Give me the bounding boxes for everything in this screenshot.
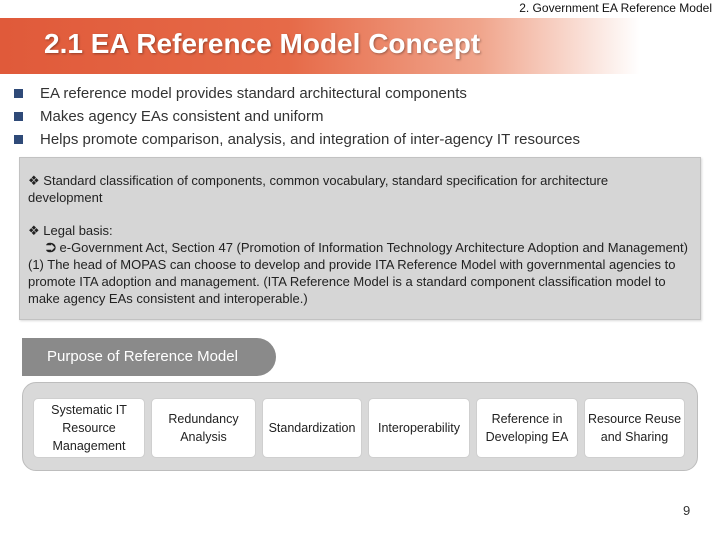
purpose-item-interoperability: Interoperability: [368, 398, 470, 458]
purpose-item-resource-management: Systematic IT Resource Management: [33, 398, 145, 458]
purpose-item-resource-reuse: Resource Reuse and Sharing: [584, 398, 685, 458]
bullet-text: Makes agency EAs consistent and uniform: [40, 108, 324, 125]
legal-basis-label: Legal basis:: [43, 223, 113, 238]
legal-basis-body: [28, 239, 688, 307]
bullet-item: [14, 82, 714, 105]
square-bullet-icon: [14, 89, 23, 98]
page-number: 9: [683, 503, 691, 518]
section-label: 2. Government EA Reference Model: [519, 1, 712, 15]
arrow-right-icon: ⮊: [46, 240, 56, 255]
bullet-text: Helps promote comparison, analysis, and integration of inter-agency IT resources: [40, 131, 580, 148]
legal-basis-heading: [28, 222, 683, 239]
legal-basis-text: e-Government Act, Section 47 (Promotion of Information Technology Architecture Adoption and Management) (1) The head of MOPAS can choose to develop and provide ITA Reference Model with governmental agencies to promote ITA adoption and management. (ITA Reference Model is a standard component classification model to make agency EAs consistent and interoperable.): [28, 240, 688, 306]
slide-title: 2.1 EA Reference Model Concept: [44, 28, 481, 59]
square-bullet-icon: [14, 135, 23, 144]
bullet-item: [14, 105, 714, 128]
bullet-text: EA reference model provides standard architectural components: [40, 85, 467, 102]
purpose-item-standardization: Standardization: [262, 398, 362, 458]
classification-text: Standard classification of components, common vocabulary, standard specification for architecture development: [28, 173, 609, 205]
diamond-bullet-icon: ❖: [28, 173, 40, 188]
info-box: [19, 157, 701, 320]
classification-note: [28, 172, 683, 206]
bullet-list: [14, 82, 714, 151]
diamond-bullet-icon: ❖: [28, 223, 40, 238]
purpose-item-reference-developing-ea: Reference in Developing EA: [476, 398, 578, 458]
square-bullet-icon: [14, 112, 23, 121]
bullet-item: [14, 128, 714, 151]
purpose-heading: Purpose of Reference Model: [22, 338, 276, 376]
purpose-item-redundancy-analysis: Redundancy Analysis: [151, 398, 256, 458]
